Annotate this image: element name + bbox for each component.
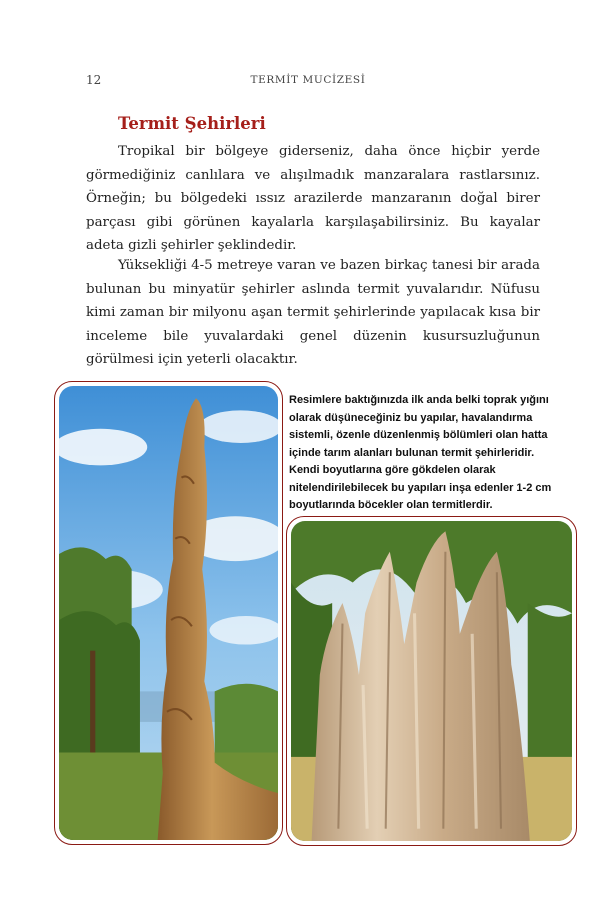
- running-header: TERMİT MUCİZESİ: [250, 74, 366, 86]
- photo-frame-termite-cathedral: [286, 516, 577, 846]
- paragraph-2: Yüksekliği 4-5 metreye varan ve bazen birkaç tanesi bir arada bulunan bu minyatür şehirler aslında termit yuvalarıdır. Nüfusu kimi zaman bir milyonu aşan termit şehirlerinde yapılacak kısa bir inceleme bile yuvalardaki genel düzenin kusursuzluğunun görülmesi için yeterli olacaktır.: [86, 258, 540, 367]
- photo-caption: Resimlere baktığınızda ilk anda belki toprak yığını olarak düşüneceğiniz bu yapılar, havalandırma sistemli, özenle düzenlenmiş bölümleri olan hatta içinde tarım alanları bulunan termit şehirleridir. Kendi boyutlarına göre gökdelen olarak nitelendirilebilecek bu yapıları inşa edenler 1-2 cm boyutlarında böcekler olan termitlerdir.: [289, 394, 552, 511]
- page-number: 12: [86, 73, 102, 87]
- photo-frame-termite-spire: [54, 381, 283, 845]
- section-title: Termit Şehirleri: [118, 114, 266, 133]
- termite-spire-photo: [59, 386, 278, 840]
- termite-cathedral-photo: [291, 521, 572, 841]
- paragraph-1: Tropikal bir bölgeye giderseniz, daha önce hiçbir yerde görmediğiniz canlılara ve alışılmadık manzaralara rastlarsınız. Örneğin; bu bölgedeki ıssız arazilerde manzaranın doğal birer parçası gibi görünen kayalarla karşılaşabilirsiniz. Bu kayalar adeta gizli şehirler şeklindedir.: [86, 144, 540, 253]
